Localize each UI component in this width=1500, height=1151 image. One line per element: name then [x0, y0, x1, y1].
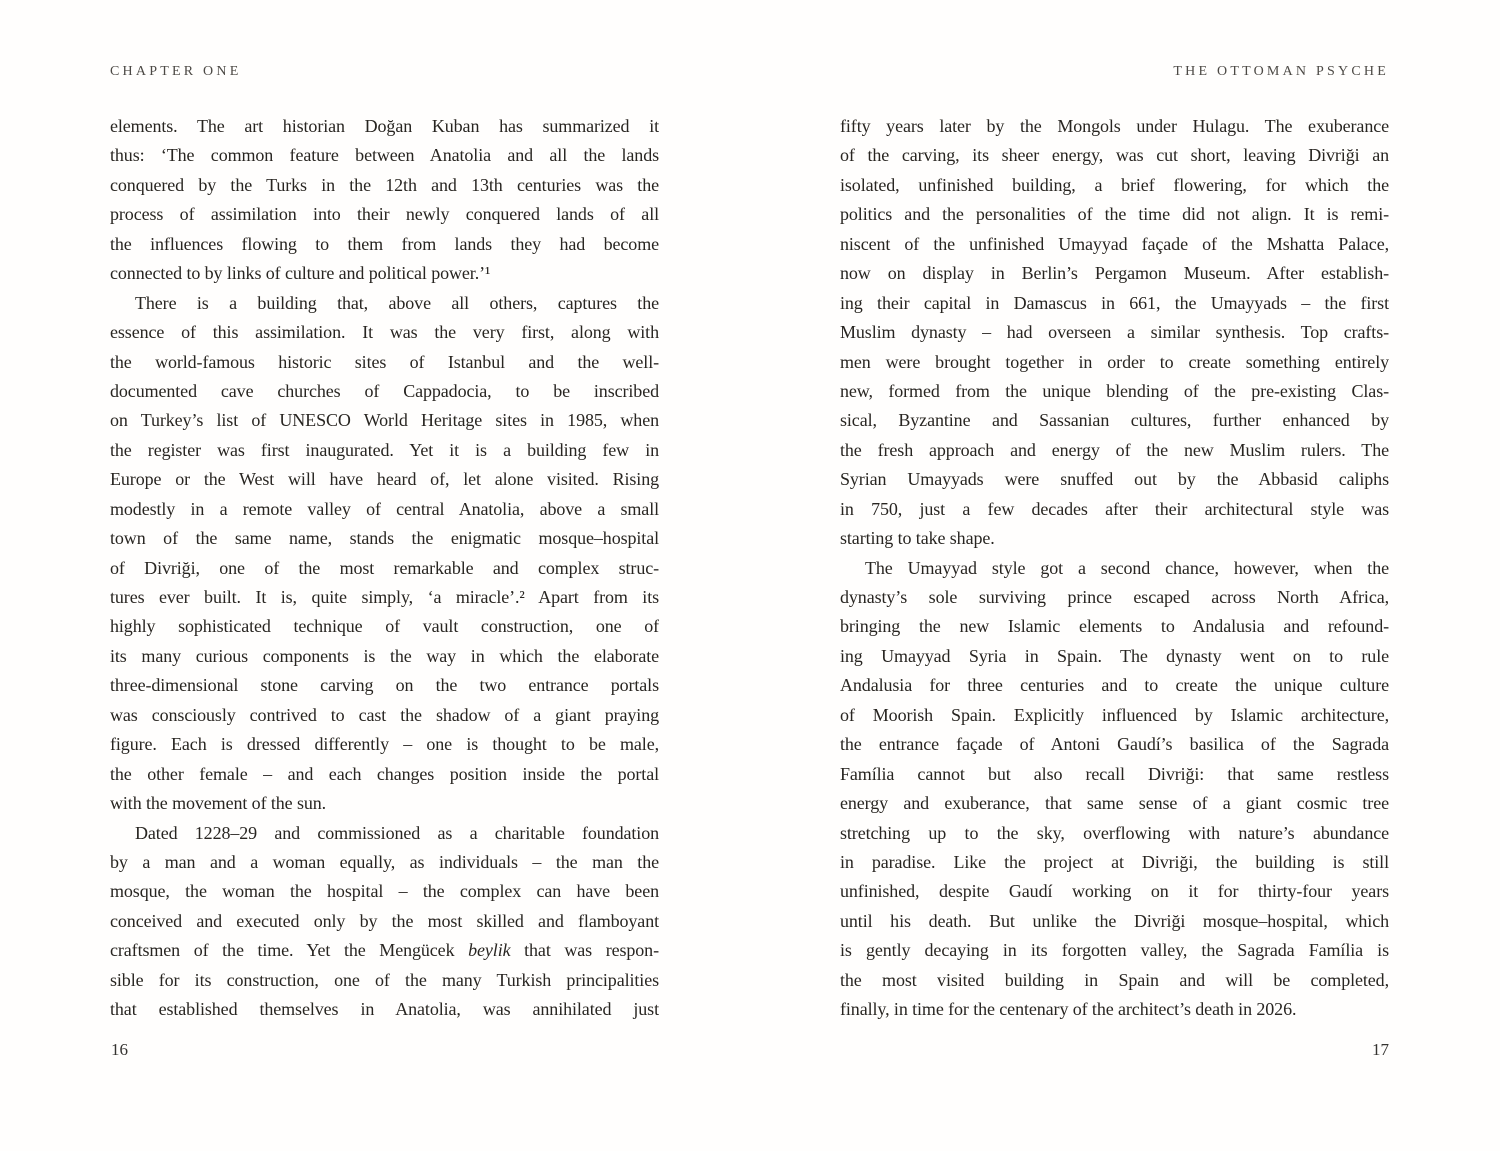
page-number-left: 16: [111, 1040, 128, 1059]
paragraph: [840, 554, 1389, 1025]
text-line: tures ever built. It is, quite simply, ‘a miracle’.² Apart from its: [110, 587, 659, 607]
text-line: isolated, unfinished building, a brief flowering, for which the: [840, 174, 1389, 195]
text-line: the entrance façade of Antoni Gaudí’s basilica of the Sagrada: [840, 734, 1389, 755]
text-line: the most visited building in Spain and will be completed,: [840, 969, 1389, 990]
text-line: There is a building that, above all others, captures the: [135, 292, 659, 313]
text-line: bringing the new Islamic elements to Andalusia and refound-: [840, 616, 1389, 637]
text-line: the world-famous historic sites of Istanbul and the well-: [110, 351, 659, 372]
text-line: town of the same name, stands the enigmatic mosque–hospital: [110, 528, 659, 549]
text-line: stretching up to the sky, overflowing with nature’s abundance: [840, 822, 1389, 843]
text-line: dynasty’s sole surviving prince escaped across North Africa,: [840, 587, 1389, 607]
text-line: three-dimensional stone carving on the two entrance portals: [110, 675, 659, 696]
text-line: highly sophisticated technique of vault construction, one of: [110, 616, 659, 637]
text-line: craftsmen of the time. Yet the Mengücek beylik that was respon-: [110, 940, 659, 961]
text-line: modestly in a remote valley of central Anatolia, above a small: [110, 498, 659, 519]
left-text-column: [110, 112, 659, 1025]
text-line: figure. Each is dressed differently – one is thought to be male,: [110, 734, 659, 755]
text-line: Família cannot but also recall Divriği: that same restless: [840, 763, 1389, 784]
page-left: [110, 0, 659, 1151]
text-line: politics and the personalities of the time did not align. It is remi-: [840, 204, 1389, 225]
text-line: Dated 1228–29 and commissioned as a charitable foundation: [135, 822, 659, 843]
text-line: with the movement of the sun.: [110, 793, 327, 814]
text-line: essence of this assimilation. It was the very first, along with: [110, 322, 659, 343]
text-line: now on display in Berlin’s Pergamon Museum. After establish-: [840, 263, 1389, 284]
text-line: new, formed from the unique blending of the pre-existing Clas-: [840, 380, 1389, 401]
text-line: that established themselves in Anatolia, was annihilated just: [110, 999, 659, 1020]
text-line: energy and exuberance, that same sense of a giant cosmic tree: [840, 793, 1389, 814]
text-line: on Turkey’s list of UNESCO World Heritage sites in 1985, when: [110, 410, 659, 431]
right-text-column: [840, 112, 1389, 1025]
text-line: fifty years later by the Mongols under Hulagu. The exuberance: [840, 116, 1389, 136]
text-line: Muslim dynasty – had overseen a similar synthesis. Top crafts-: [840, 322, 1389, 343]
text-line: conceived and executed only by the most skilled and flamboyant: [110, 910, 659, 931]
text-line: unfinished, despite Gaudí working on it for thirty-four years: [840, 881, 1389, 902]
text-line: the influences flowing to them from lands they had become: [110, 233, 659, 254]
text-line: niscent of the unfinished Umayyad façade of the Mshatta Palace,: [840, 233, 1389, 254]
text-line: Andalusia for three centuries and to create the unique culture: [840, 675, 1389, 696]
text-line: mosque, the woman the hospital – the complex can have been: [110, 881, 659, 902]
text-line: sical, Byzantine and Sassanian cultures, further enhanced by: [840, 410, 1389, 431]
running-head-book-title: THE OTTOMAN PSYCHE: [1173, 64, 1389, 79]
text-line: process of assimilation into their newly conquered lands of all: [110, 204, 659, 225]
text-line: finally, in time for the centenary of the architect’s death in 2026.: [840, 999, 1297, 1020]
text-line: in 750, just a few decades after their architectural style was: [840, 498, 1389, 519]
paragraph: [840, 112, 1389, 554]
text-line: conquered by the Turks in the 12th and 13th centuries was the: [110, 174, 659, 195]
page-number-right: 17: [1372, 1040, 1389, 1059]
text-line: The Umayyad style got a second chance, however, when the: [865, 557, 1389, 578]
text-line: of Divriği, one of the most remarkable and complex struc-: [110, 557, 659, 578]
text-line: ing Umayyad Syria in Spain. The dynasty went on to rule: [840, 645, 1389, 666]
page-right: [840, 0, 1389, 1151]
text-line: ing their capital in Damascus in 661, the Umayyads – the first: [840, 292, 1389, 313]
text-line: men were brought together in order to create something entirely: [840, 351, 1389, 372]
text-line: of the carving, its sheer energy, was cut short, leaving Divriği an: [840, 145, 1389, 166]
text-line: starting to take shape.: [840, 528, 995, 549]
paragraph: [110, 112, 659, 289]
text-line: connected to by links of culture and political power.’¹: [110, 263, 491, 284]
text-line: by a man and a woman equally, as individuals – the man the: [110, 851, 659, 872]
text-line: was consciously contrived to cast the shadow of a giant praying: [110, 704, 659, 725]
text-line: its many curious components is the way in which the elaborate: [110, 645, 659, 666]
running-head-chapter: CHAPTER ONE: [110, 64, 242, 79]
paragraph: [110, 289, 659, 819]
text-line: Europe or the West will have heard of, let alone visited. Rising: [110, 469, 659, 490]
paragraph: [110, 819, 659, 1025]
text-line: the fresh approach and energy of the new Muslim rulers. The: [840, 439, 1389, 460]
text-line: until his death. But unlike the Divriği mosque–hospital, which: [840, 910, 1389, 931]
text-line: in paradise. Like the project at Divriği, the building is still: [840, 851, 1389, 872]
text-line: Syrian Umayyads were snuffed out by the Abbasid caliphs: [840, 469, 1389, 490]
text-line: documented cave churches of Cappadocia, to be inscribed: [110, 380, 659, 401]
text-line: the other female – and each changes position inside the portal: [110, 763, 659, 784]
text-line: thus: ‘The common feature between Anatolia and all the lands: [110, 145, 659, 166]
text-line: is gently decaying in its forgotten valley, the Sagrada Família is: [840, 940, 1389, 961]
text-line: of Moorish Spain. Explicitly influenced by Islamic architecture,: [840, 704, 1389, 725]
text-line: the register was first inaugurated. Yet it is a building few in: [110, 439, 659, 460]
text-line: sible for its construction, one of the many Turkish principalities: [110, 969, 659, 990]
text-line: elements. The art historian Doğan Kuban has summarized it: [110, 116, 659, 136]
